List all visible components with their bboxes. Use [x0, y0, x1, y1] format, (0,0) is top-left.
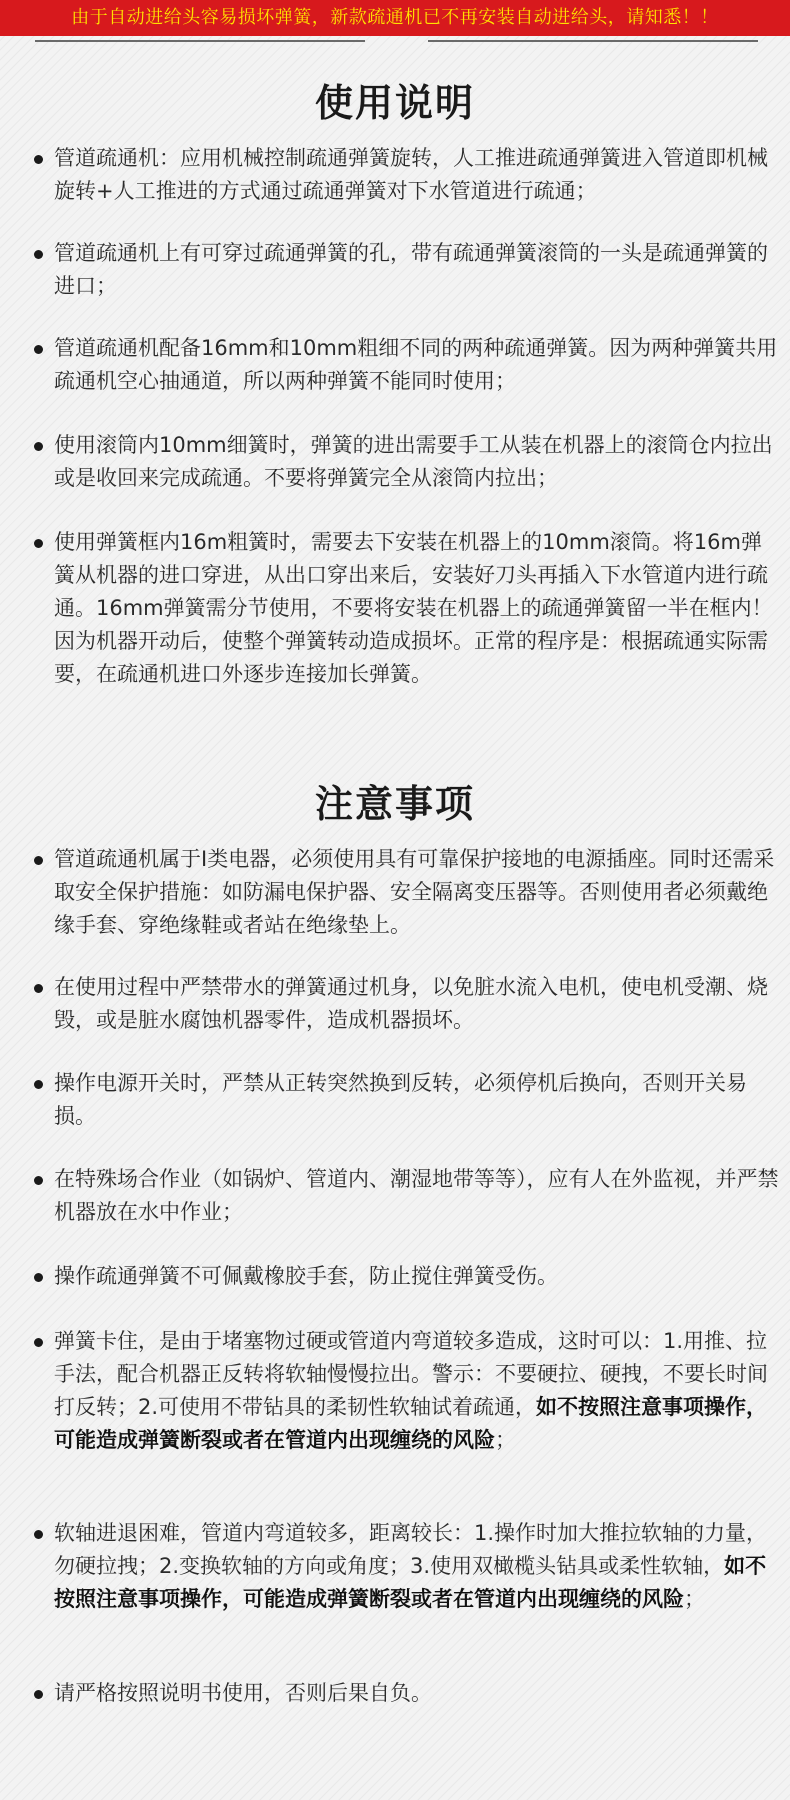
usage-item-text: 管道疏通机上有可穿过疏通弹簧的孔，带有疏通弹簧滚筒的一头是疏通弹簧的进口；	[54, 241, 768, 298]
bullet-icon	[34, 155, 43, 164]
usage-item	[32, 526, 779, 691]
usage-item-text: 使用滚筒内10mm细簧时，弹簧的进出需要手工从装在机器上的滚筒仓内拉出或是收回来完成疏通。不要将弹簧完全从滚筒内拉出；	[54, 433, 773, 490]
divider-left	[35, 40, 365, 42]
caution-item-text: 软轴进退困难，管道内弯道较多，距离较长：1.操作时加大推拉软轴的力量，勿硬拉拽；2.变换软轴的方向或角度；3.使用双橄榄头钻具或柔性软轴，	[54, 1521, 768, 1578]
caution-item-text: 在使用过程中严禁带水的弹簧通过机身，以免脏水流入电机，使电机受潮、烧毁，或是脏水腐蚀机器零件，造成机器损坏。	[54, 975, 768, 1032]
usage-item-text: 使用弹簧框内16m粗簧时，需要去下安装在机器上的10mm滚筒。将16m弹簧从机器的进口穿进，从出口穿出来后，安装好刀头再插入下水管道内进行疏通。16mm弹簧需分节使用，不要将安装在机器上的疏通弹簧留一半在框内！因为机器开动后，使整个弹簧转动造成损坏。正常的程序是：根据疏通实际需要，在疏通机进口外逐步连接加长弹簧。	[54, 530, 773, 686]
divider-right	[428, 40, 758, 42]
caution-item	[32, 843, 779, 942]
usage-item	[32, 142, 779, 208]
caution-item	[32, 1677, 779, 1710]
bullet-icon	[34, 442, 43, 451]
caution-warning-text: 如不按照注意事项操作，可能造成弹簧断裂或者在管道内出现缠绕的风险	[54, 1395, 768, 1452]
caution-item-text: 管道疏通机属于I类电器，必须使用具有可靠保护接地的电源插座。同时还需采取安全保护措施：如防漏电保护器、安全隔离变压器等。否则使用者必须戴绝缘手套、穿绝缘鞋或者站在绝缘垫上。	[54, 847, 775, 937]
caution-item	[32, 1163, 779, 1229]
bullet-icon	[34, 539, 43, 548]
usage-item	[32, 237, 779, 303]
caution-item-text: 在特殊场合作业（如锅炉、管道内、潮湿地带等等），应有人在外监视，并严禁机器放在水中作业；	[54, 1167, 779, 1224]
caution-item	[32, 1260, 779, 1293]
usage-item	[32, 429, 779, 495]
caution-item-text: 操作电源开关时，严禁从正转突然换到反转，必须停机后换向，否则开关易损。	[54, 1071, 747, 1128]
usage-title: 使用说明	[314, 81, 475, 125]
usage-item-text: 管道疏通机配备16mm和10mm粗细不同的两种疏通弹簧。因为两种弹簧共用疏通机空心抽通道，所以两种弹簧不能同时使用；	[54, 336, 778, 393]
bullet-icon	[34, 1338, 43, 1347]
caution-warning-text: 如不按照注意事项操作，可能造成弹簧断裂或者在管道内出现缠绕的风险	[54, 1554, 767, 1611]
bullet-icon	[34, 1530, 43, 1539]
bullet-icon	[34, 250, 43, 259]
bullet-icon	[34, 1080, 43, 1089]
usage-item	[32, 332, 779, 398]
cautions-title: 注意事项	[314, 782, 475, 826]
caution-item-tail: ；	[495, 1428, 516, 1452]
caution-item-tail: ；	[684, 1587, 705, 1611]
caution-item	[32, 971, 779, 1037]
caution-item-text: 请严格按照说明书使用，否则后果自负。	[54, 1681, 432, 1705]
usage-item-text: 管道疏通机：应用机械控制疏通弹簧旋转，人工推进疏通弹簧进入管道即机械旋转+人工推进的方式通过疏通弹簧对下水管道进行疏通；	[54, 146, 768, 203]
bullet-icon	[34, 984, 43, 993]
bullet-icon	[34, 345, 43, 354]
caution-item-text: 操作疏通弹簧不可佩戴橡胶手套，防止搅住弹簧受伤。	[54, 1264, 558, 1288]
caution-item	[32, 1325, 779, 1457]
bullet-icon	[34, 1690, 43, 1699]
bullet-icon	[34, 1176, 43, 1185]
caution-item	[32, 1517, 779, 1616]
notice-banner: 由于自动进给头容易损坏弹簧，新款疏通机已不再安装自动进给头，请知悉！！	[0, 0, 790, 36]
caution-item	[32, 1067, 779, 1133]
bullet-icon	[34, 1273, 43, 1282]
bullet-icon	[34, 856, 43, 865]
caution-item-text: 弹簧卡住，是由于堵塞物过硬或管道内弯道较多造成，这时可以：1.用推、拉手法，配合机器正反转将软轴慢慢拉出。警示：不要硬拉、硬拽，不要长时间打反转；2.可使用不带钻具的柔韧性软轴试着疏通，	[54, 1329, 768, 1419]
